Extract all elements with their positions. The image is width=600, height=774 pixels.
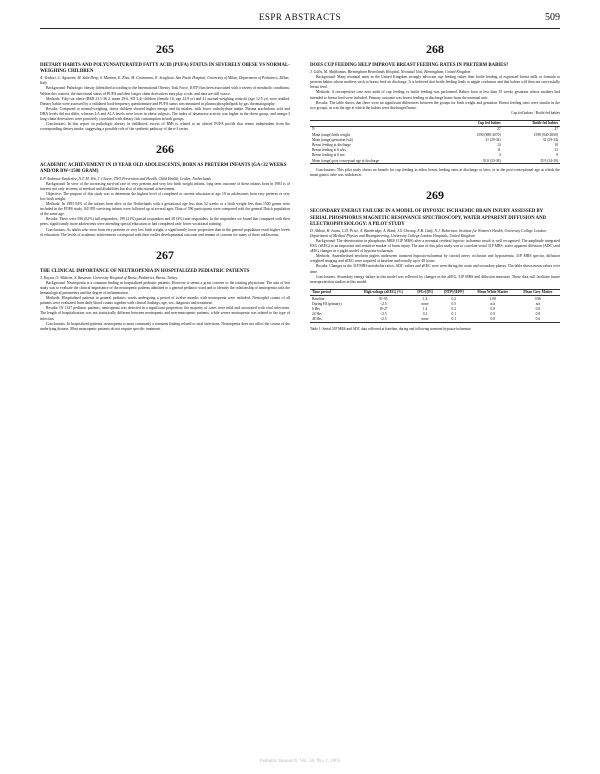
abstract-results: Results: Changes in the 31P MRS metabolite ratios, ADC values and aEEG were seen during the acute and secondary phases. The table shows mean values over time. — [310, 264, 560, 274]
table-cell: 0.6 — [535, 317, 541, 322]
cup-feeding-table — [310, 120, 560, 165]
table-header-cell: Bottle fed babies — [532, 121, 558, 126]
abstract-266 — [40, 142, 290, 237]
abstract-number: 265 — [156, 42, 174, 56]
table-header-cell: High voltage (aEEG) (%) — [363, 290, 403, 295]
abstract-conclusions: Conclusions: As adults who were born very preterm or very low birth weight, a significantly lower proportion than in the general population reach higher levels of education. The levels of academic achievement correspond with their earlier developmental outcome and remain of concern for many of these adolescents. — [40, 227, 290, 237]
table-cell: Breast feeding at discharge — [312, 143, 351, 147]
abstract-results: Results: There were 596 (62%) full responders, 199 (21%) partial responders and 28 (3%) non-responders. In the responders we found that compared with their peers, significantly more adolescents were attending special education or had completed only lower vocational training. — [40, 217, 290, 227]
table-cell: 0.8 — [490, 306, 495, 311]
abstract-results: Results: Compared to normal-weighing, obese children showed higher energy and fat intakes, with lower carbohydrate intake. Plasma arachidonic acid and DHA levels did not differ, whereas LA and ALA levels were lower in obese subjects. The index of desaturase activity was higher in the obese group, and omega-3 long-chain derivatives were positively correlated with dietary fish consumption in both groups. — [40, 106, 290, 121]
table-cell: 0.5 — [451, 301, 457, 306]
table-header-cell: Cup fed babies — [477, 121, 501, 126]
table-cell: 91-95 — [379, 296, 388, 301]
table-cell: none — [421, 317, 429, 322]
table-cell: <2.5 — [380, 301, 387, 306]
abstract-objective: Objective: The purpose of this study was to determine the highest level of completed or current education at age 19 in adolescents born very preterm or very low birth weight. — [40, 191, 290, 201]
abstract-267 — [40, 248, 290, 332]
table-cell: 1.08 — [489, 296, 496, 301]
table-cell: 8 — [556, 153, 558, 158]
table-header-cell: [PCr]/[Pi] — [417, 290, 433, 295]
table-cell: 24 Hrs — [312, 312, 322, 317]
table-cell: 1590 (880-2070) — [476, 132, 501, 137]
table-cell: 0.96 — [534, 296, 542, 301]
abstract-title: DOES CUP FEEDING HELP IMPROVE BREAST FEEDING RATES IN PRETERM BABIES? — [310, 63, 509, 68]
abstract-background: Background: Pathologic obesity (identified according to the International Obesity Task Force, IOTF) has been associated with a variety of metabolic conditions. Within this context, the nutritional status of PUFA and their longer chain derivatives may play a role, and data are still scarce. — [40, 86, 290, 96]
table-caption: Cup fed babies / Bottle fed babies — [511, 110, 560, 115]
page-header — [40, 12, 560, 26]
table-cell: n/a — [535, 301, 541, 306]
table-cell: 48 Hrs — [312, 317, 322, 322]
abstract-background: Background: Many neonatal units in the United Kingdom strongly advocate cup feeding rather than bottle feeding of expressed breast milk or formula to preterm babies whose mothers wish to breast feed on discharge. It is believed that bottle feeding leads to nipple confusion and that babies will then not successfully breast feed. — [310, 75, 560, 90]
table-cell: Mean (range) post-conceptual age at discharge — [312, 158, 380, 163]
abstract-methods: Methods: Fifty-six obese (BMI 23.1-36.2, mean 29.6, SD 3.4) children (female 16, age 12.9 yr) and 41 normal-weighing controls (age 12.5 yr) were studied. Dietary habits were assessed by a validated food-frequency questionnaire and PUFA status was measured in plasma phospholipids by gas chromatography. — [40, 96, 290, 106]
abstract-number: 269 — [426, 188, 444, 203]
table-cell: 19-27 — [379, 306, 388, 311]
table-cell: 0.8 — [490, 317, 495, 322]
abstract-number: 266 — [156, 142, 174, 157]
table-cell: N — [312, 127, 315, 132]
table-header-cell: Mean Grey Matter — [523, 290, 553, 295]
table-cell: Mean (range) birth weight — [312, 132, 350, 137]
table-cell: 4 — [498, 153, 501, 158]
journal-title: ESPR ABSTRACTS — [258, 12, 342, 22]
abstract-269 — [310, 188, 560, 331]
table-cell: <2.5 — [380, 312, 387, 317]
abstract-methods: Methods: A retrospective case note audit of cup feeding vs bottle feeding was performed. Babies born at less than 35 weeks gestation whose mothers had intended to breast feed were included. Primary outcome was breast feeding at discharge home from the neonatal unit. — [310, 90, 560, 100]
abstract-conclusions: Conclusions: In hospitalized patients, neutropenia is most commonly a transient finding related to viral infections. Neutropenia does not affect the course of the underlying disease. Most neutropenic patients do not require specific treatment. — [40, 321, 290, 331]
table-cell: 6 Hrs — [312, 306, 320, 311]
abstract-authors: E.P. Ambrose-Vanderlee, A.T. M. Wit, J. Gloeve. TNO Prevention and Health, Child Health, Leiden, Netherlands — [40, 176, 211, 181]
table-cell: 1.4 — [422, 296, 428, 301]
table-cell: 0.8 — [535, 312, 541, 317]
table-cell: 27 — [497, 127, 501, 132]
abstract-number: 267 — [156, 247, 174, 262]
table-cell: 31 (29-34) — [485, 137, 501, 142]
mrs-table — [310, 289, 560, 323]
abstract-conclusions: Conclusions: This pilot study shows no benefit for cup feeding in either breast feeding rates at discharge or later, or in the post-conceptional age at which the mean gastric tube was withdrawn. — [310, 168, 560, 178]
table-cell: Breast feeding at 6 wks — [312, 148, 346, 153]
right-column — [310, 40, 560, 342]
table-header-cell: Mean White Matter — [477, 290, 509, 295]
table-cell: 0.1 — [451, 312, 457, 317]
abstract-number: 268 — [426, 42, 444, 56]
header-rule — [40, 28, 560, 29]
table-cell: 0.9 — [490, 312, 495, 317]
table-cell: 27 — [554, 127, 558, 132]
table-header-cell: Time period — [312, 290, 331, 295]
table-header-cell: [NTP]/[EPP] — [443, 290, 464, 295]
table-cell: 0.2 — [451, 296, 457, 301]
table-cell: 35.8 (33-38) — [482, 158, 501, 163]
page-footer: Pediatric Research, Vol. 58, No. 2, 2005 — [259, 759, 341, 764]
abstract-title: DIETARY HABITS AND POLYUNSATURATED FATTY ACID (PUFA) STATUS IN SEVERELY OBESE VS NORMAL-WEIGHING CHILDREN — [40, 63, 290, 75]
abstract-265 — [40, 42, 290, 132]
abstract-268 — [310, 42, 560, 178]
table-row — [310, 158, 560, 164]
abstract-methods: Methods: In 1983 94% of the infants born alive in the Netherlands with a gestational age less than 32 weeks or a birth weight less than 1500 grams were included in the POPS study. All 959 surviving infants were followed up at several ages. Data of 596 participants were compared with the general Dutch population of the same age. — [40, 202, 290, 217]
table-cell: 0.8 — [535, 306, 541, 311]
table-cell: Mean (range) gestation (wk) — [312, 137, 354, 142]
table-note: Table 1: Serial 31P MRS and ADC data collected at baseline, during and following transient hypoxia-ischaemia. — [310, 326, 472, 331]
table-cell: 0.2 — [451, 306, 457, 311]
table-row — [310, 317, 560, 323]
table-cell: Baseline — [312, 296, 325, 301]
table-cell: none — [421, 301, 429, 306]
table-cell: 0.3 — [422, 312, 428, 317]
table-cell: 12 — [554, 148, 558, 153]
abstract-results: Results: The table shows that there were no significant differences between the groups for birth weight and gestation. Breast feeding rates were similar in the two groups, as was the age at which the babies were discharged home. — [310, 100, 560, 110]
abstract-conclusions: Conclusions: In this report on pathologic obesity in childhood, excess of BMI is related to an altered PUFA profile that seems independent from the corresponding dietary intake, suggesting a possible role of the synthetic pathway of the n-3 series. — [40, 122, 290, 132]
abstract-background: Background: Neutropenia is a common finding in hospitalized pediatric patients. However it seems a great concern to the treating physicians. The aim of this study was to evaluate the clinical importance of the neutropenic patients admitted to a general pediatric ward and to identify the relationship of neutropenia with the hematological parameters and the degree of inflammation. — [40, 280, 290, 296]
abstract-title: THE CLINICAL IMPORTANCE OF NEUTROPENIA IN HOSPITALIZED PEDIATRIC PATIENTS — [40, 268, 250, 274]
table-cell: n/a — [490, 301, 495, 306]
abstract-authors: D. Abbott, H. Iwata, C.D. Price, A. Bainbridge, A. Bond, J.S. Cheong, E.B. Cady, N.J. Robertson. Institute for Women's Health, University College London; Department of Medical Physics and Bioengineering, University College London Hospitals, United Kingdom — [310, 228, 547, 238]
table-cell: 1.4 — [422, 306, 428, 311]
table-cell: 1598 (940-2000) — [533, 132, 558, 137]
page-number: 509 — [545, 12, 560, 23]
table-cell: 32 (29-34) — [542, 137, 558, 142]
abstract-title: ACADEMIC ACHIEVEMENT IN 19 YEAR OLD ADOLESCENTS, BORN AS PRETERM INFANTS (GA<32 WEEKS AND/OR BW<1500 GRAM) — [40, 163, 287, 175]
table-cell: 14 — [497, 143, 501, 147]
table-cell: 10 — [554, 143, 558, 147]
abstract-conclusions: Conclusions: Secondary energy failure in this model was reflected by changes in the aEEG, 31P MRS and diffusion measures. These data will facilitate future neuroprotection studies in this model. — [310, 274, 560, 284]
abstract-authors: A. Verduci, C. Agostoni, M. Sala-Diop, S. Mariani, E. Riva, M. Giovannini, E. Scaglioni. San Paolo Hospital, University of Milan, Department of Pediatrics, Milan, Italy — [40, 76, 290, 86]
abstract-background: Background: In view of the increasing survival rate of very preterm and very low birth weight infants, long term outcome of these infants born in 1983 is of interest not only in terms of medical and disabilities but also of educational achievement. — [40, 181, 290, 191]
left-column — [40, 40, 290, 342]
abstract-results: Results: Of 1347 pediatric patients, neutropenia was detected in a significant proportion; the majority of cases were mild and associated with viral infections. The length of hospitalization was not statistically different between neutropenic and non-neutropenic patients, while severe neutropenia was related to the type of infection. — [40, 306, 290, 321]
abstract-title: SECONDARY ENERGY FAILURE IN A MODEL OF HYPOXIC ISCHAEMIC BRAIN INJURY ASSESSED BY SERIAL PHOSPHORUS MAGNETIC RESONANCE SPECTROSCOPY, WATER APPARENT DIFFUSION AND ELECTROPHYSIOLOGY: A PILOT STUDY — [310, 209, 547, 227]
abstract-background: Background: The deterioration in phosphorus MRS (31P MRS) after a neonatal cerebral hypoxic ischaemic insult is well recognised. The amplitude integrated EEG (aEEG) is an important and sensitive marker of brain injury. The aim of this pilot study was to correlate serial 31P MRS, water apparent diffusion (ADC) and aEEG changes in a piglet model of hypoxia-ischaemia. — [310, 238, 560, 254]
table-cell: 35.9 (34-39) — [540, 158, 558, 163]
abstract-authors: T. Koyun, O. Yildirim, S. Basaran. University Hospital of Bursa, Pediatrics, Bursa, Turkey — [40, 275, 178, 280]
table-cell: During HI (primary) — [312, 301, 342, 306]
table-cell: 11 — [497, 148, 501, 153]
table-cell: Breast feeding at 6 mo — [312, 153, 345, 158]
abstract-methods: Methods: Anaesthetised newborn piglets underwent transient hypoxia-ischaemia by carotid artery occlusion and hypoxaemia. 31P MRS spectra, diffusion weighted imaging and aEEG were acquired at baseline and serially up to 48 hours. — [310, 254, 560, 264]
table-cell: 0.1 — [451, 317, 457, 322]
abstract-authors: J. Gillis, M. Maftkomas. Birmingham Heartlands Hospital, Neonatal Unit, Birmingham, United Kingdom — [310, 70, 471, 75]
abstract-methods: Methods: Hospitalized patients in general pediatric wards undergoing a period of twelve months with neutropenia were included. Neutrophil counts of all patients were evaluated from daily blood counts together with clinical findings, age, sex, diagnosis and treatment. — [40, 296, 290, 306]
table-cell: <2.5 — [380, 317, 387, 322]
